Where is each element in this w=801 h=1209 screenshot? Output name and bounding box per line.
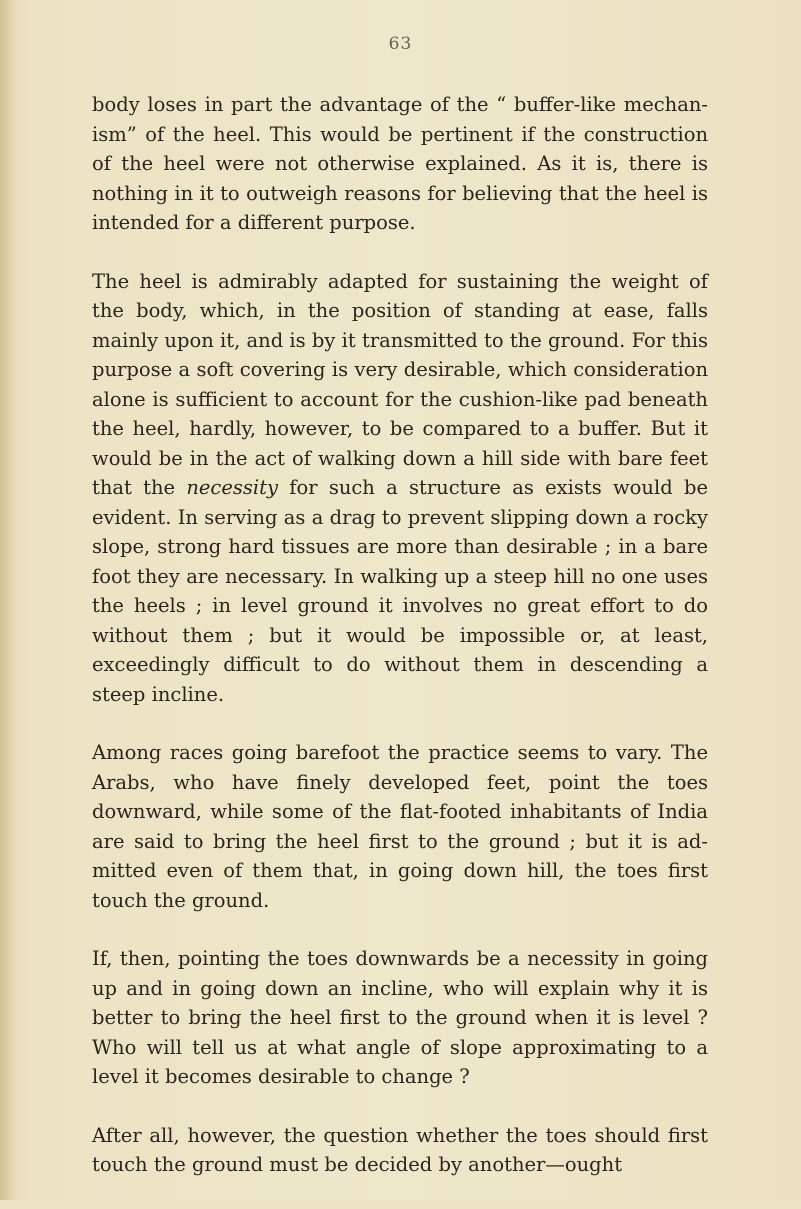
- paragraph-2: [92, 267, 708, 710]
- paragraph-text: If, then, pointing the toes downwards be a necessity in going up and in going down an incline, who will explain why it is better to bring the heel first to the ground when it is level ? Who will tell us at what angle of slope approximating to a level it becomes desirable to change ?: [92, 947, 708, 1088]
- paragraph-text: for such a structure as exists would be evident. In serving as a drag to prevent slipping down a rocky slope, strong hard tissues are more than desirable ; in a bare foot they are necessary. In walking up a steep hill no one uses the heels ; in level ground it involves no great effort to do without them ; but it would be impossible or, at least, exceedingly difficult to do without them in descending a steep incline.: [92, 476, 708, 706]
- page-binding-edge: [0, 0, 14, 1200]
- paragraph-4: [92, 944, 708, 1092]
- body-text: [92, 90, 708, 1209]
- page-number: 63: [388, 34, 413, 54]
- paragraph-1: [92, 90, 708, 238]
- paragraph-text: The heel is admirably adapted for sustaining the weight of the body, which, in the position of standing at ease, falls mainly upon it, and is by it transmitted to the ground. For this purpose a soft covering is very desirable, which consideration alone is sufficient to account for the cushion-like pad beneath the heel, hardly, however, to be compared to a buffer. But it would be in the act of walking down a hill side with bare feet that the: [92, 269, 708, 499]
- emphasis-text: necessity: [186, 476, 278, 499]
- paragraph-5: [92, 1121, 708, 1180]
- paragraph-text: body loses in part the advantage of the “ buffer-like mechanism” of the heel. This would be pertinent if the construction of the heel were not otherwise explained. As it is, there is nothing in it to outweigh reasons for believing that the heel is intended for a different purpose.: [92, 93, 708, 234]
- paragraph-text: After all, however, the question whether the toes should first touch the ground must be decided by another—ought: [92, 1123, 708, 1176]
- paragraph-3: [92, 738, 708, 915]
- paragraph-text: Among races going barefoot the practice seems to vary. The Arabs, who have finely developed feet, point the toes downward, while some of the flat-footed inhabitants of India are said to bring the heel first to the ground ; but it is admitted even of them that, in going down hill, the toes first touch the ground.: [92, 741, 708, 912]
